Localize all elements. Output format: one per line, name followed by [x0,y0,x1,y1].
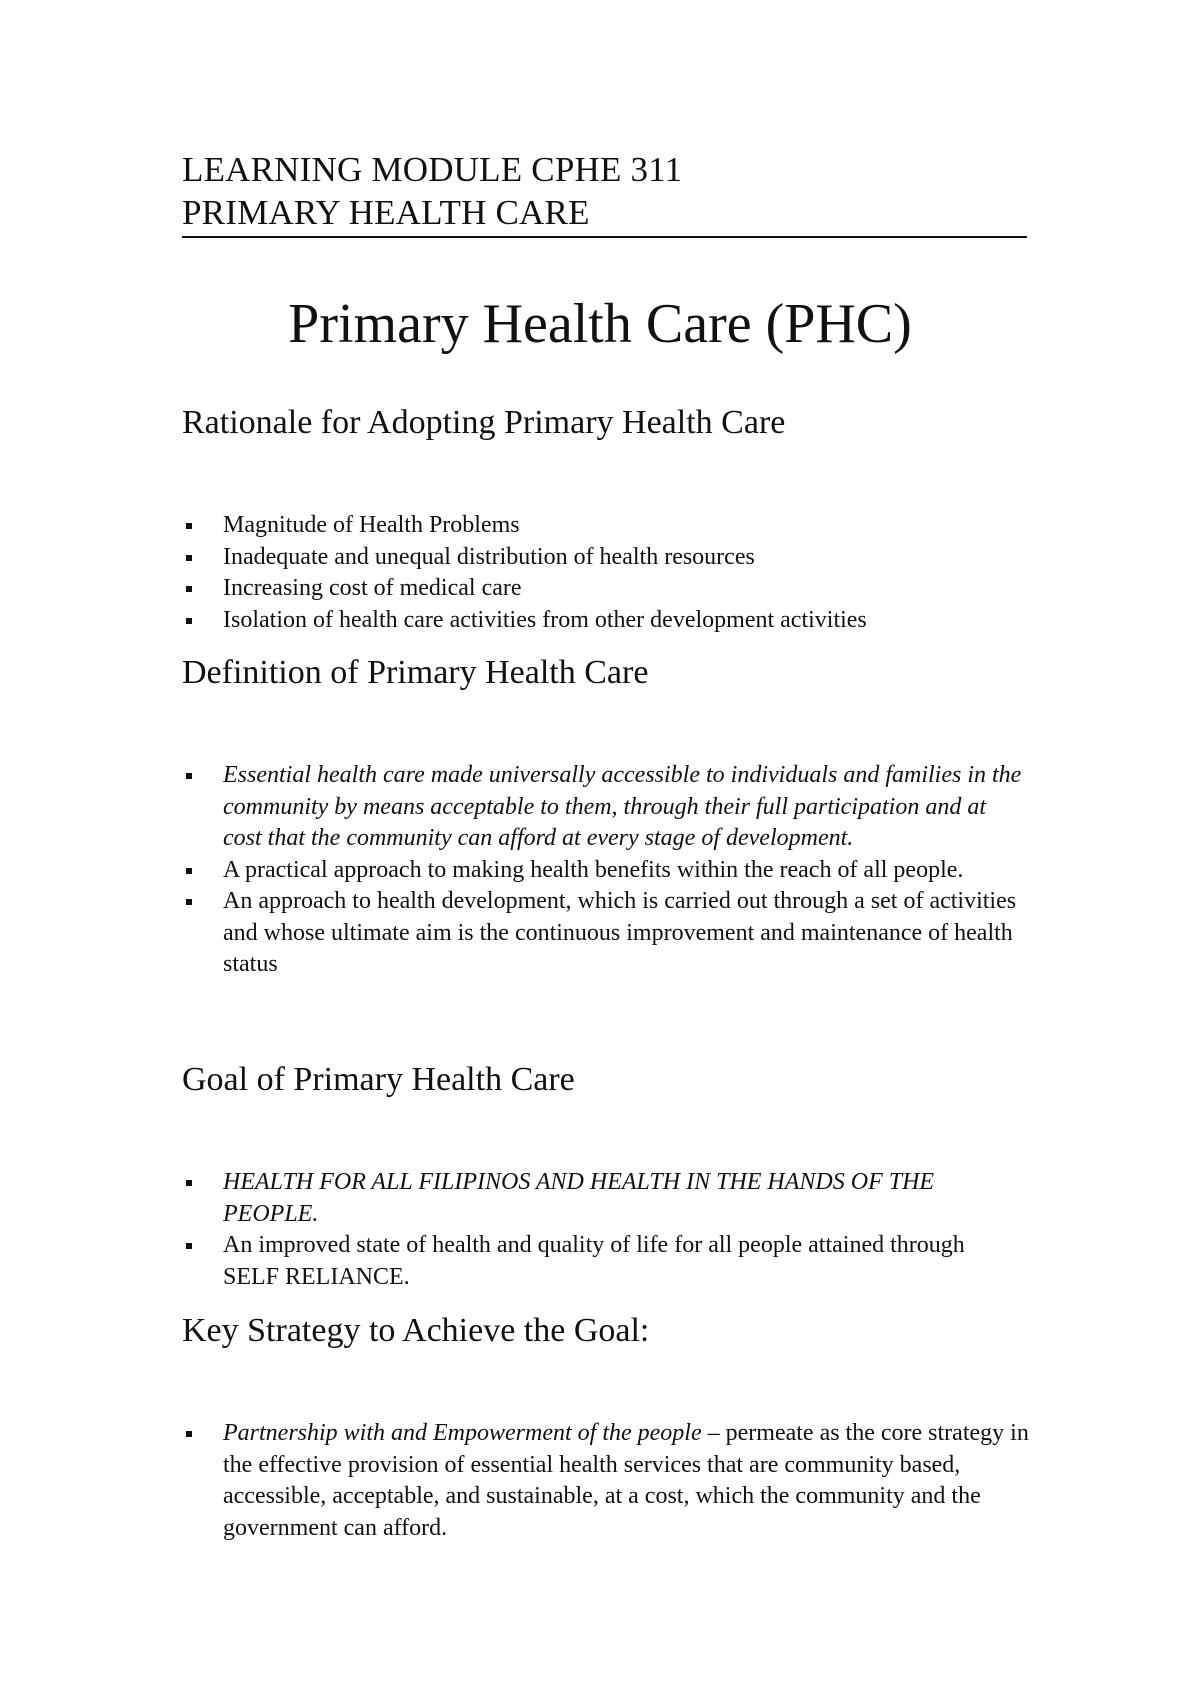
strategy-heading: Key Strategy to Achieve the Goal: [182,1312,650,1349]
list-item [182,1167,1002,1230]
bullet-icon [186,555,192,561]
list-item [182,760,1022,855]
bullet-icon [186,618,192,624]
list-item-text: Essential health care made universally accessible to individuals and families in the community by means acceptable to them, through their full participation and at cost that the community can afford at every stage of development. [223,762,1022,851]
definition-list [182,760,1022,981]
list-item-text: Inadequate and unequal distribution of health resources [223,543,755,570]
list-item-text: HEALTH FOR ALL FILIPINOS AND HEALTH IN THE HANDS OF THE PEOPLE. [223,1169,935,1227]
page-title: Primary Health Care (PHC) [288,293,912,355]
bullet-icon [186,1180,192,1186]
list-item-text: Isolation of health care activities from other development activities [223,606,867,633]
strategy-italic-text: Partnership with and Empowerment of the people [223,1420,702,1446]
bullet-icon [186,868,192,874]
module-code: LEARNING MODULE CPHE 311 [182,150,683,189]
list-item [182,1230,1002,1293]
strategy-rest-text: – permeate as the core strategy in the effective provision of essential health services that are community based, accessible, acceptable, and sustainable, at a cost, which the community and the government can afford. [223,1420,1029,1541]
rationale-heading: Rationale for Adopting Primary Health Care [182,404,786,441]
bullet-icon [186,1243,192,1249]
rationale-list [182,510,1042,636]
list-item [182,573,1042,605]
definition-heading: Definition of Primary Health Care [182,654,649,691]
bullet-icon [186,899,192,905]
list-item-text: Increasing cost of medical care [223,575,522,601]
list-item [182,855,1022,887]
bullet-icon [186,1431,192,1437]
goal-list [182,1167,1002,1293]
list-item-text: An improved state of health and quality of life for all people attained through SELF RELIANCE. [223,1232,965,1290]
strategy-list [182,1418,1032,1544]
goal-heading: Goal of Primary Health Care [182,1061,575,1098]
module-header [182,148,1027,238]
module-subject: PRIMARY HEALTH CARE [182,193,590,232]
list-item [182,542,1042,574]
bullet-icon [186,773,192,779]
bullet-icon [186,586,192,592]
list-item [182,510,1042,542]
list-item [182,886,1022,981]
list-item [182,605,1042,637]
list-item-text: Magnitude of Health Problems [223,512,520,538]
bullet-icon [186,523,192,529]
list-item-text: An approach to health development, which is carried out through a set of activities and whose ultimate aim is the continuous improvement and maintenance of health status [223,888,1017,977]
list-item [182,1418,1032,1544]
list-item-text: A practical approach to making health benefits within the reach of all people. [223,856,964,883]
